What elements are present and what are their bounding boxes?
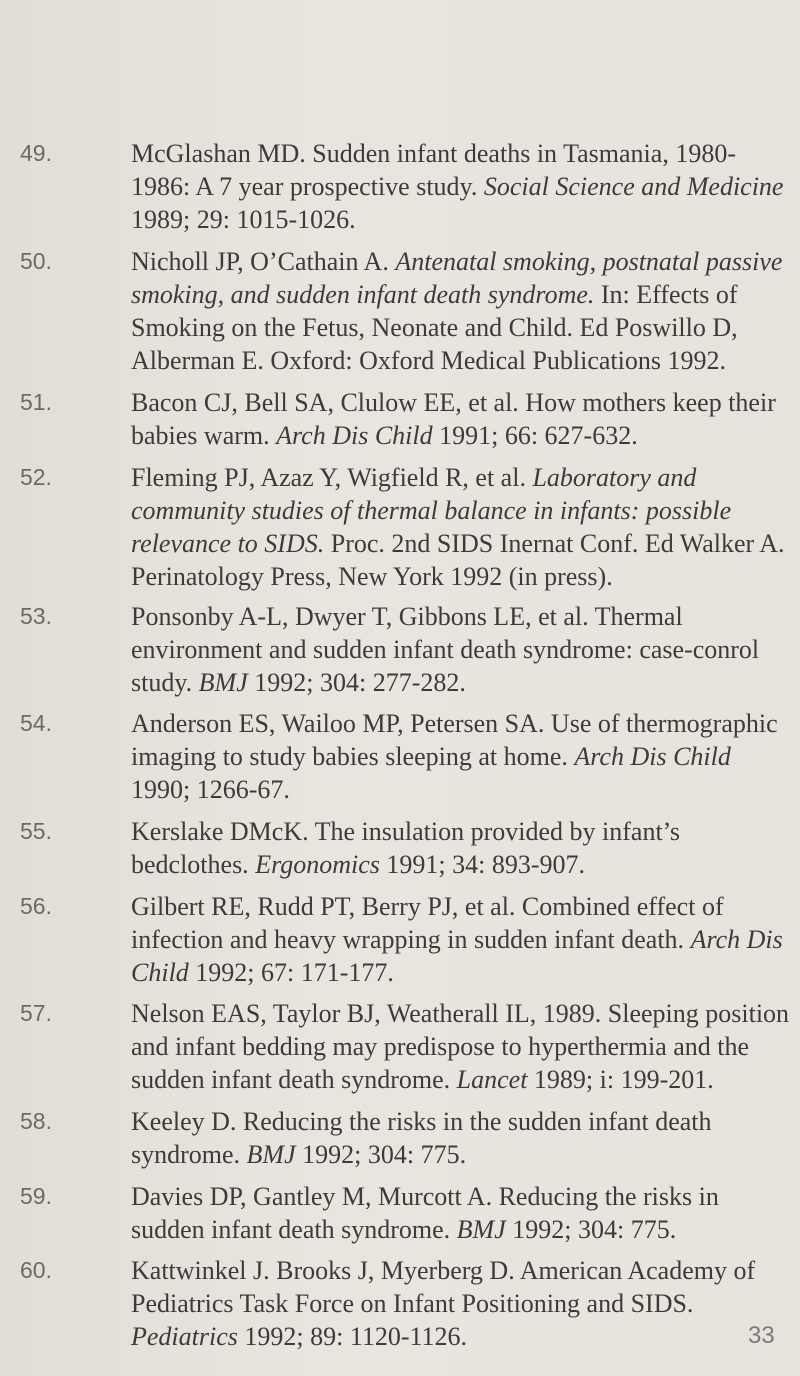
reference-citation: Kerslake DMcK. The insulation provided by infant’s bedclothes. Ergonomics 1991; 34: 893-907.: [131, 817, 681, 879]
reference-number: 59.: [20, 1183, 52, 1209]
reference-number: 60.: [20, 1257, 52, 1283]
reference-citation: Ponsonby A-L, Dwyer T, Gibbons LE, et al. Thermal environment and sudden infant death syndrome: case-conrol study. BMJ 1992; 304: 277-282.: [131, 602, 760, 697]
reference-citation: Nicholl JP, O’Cathain A. Antenatal smoking, postnatal passive smoking, and sudden infant death syndrome. In: Effects of Smoking on the Fetus, Neonate and Child. Ed Poswillo D, Alberman E. Oxford: Oxford Medical Publications 1992.: [131, 247, 783, 375]
reference-number: 56.: [20, 893, 52, 919]
reference-number: 52.: [20, 464, 52, 490]
reference-number: 49.: [20, 140, 52, 166]
reference-citation: Keeley D. Reducing the risks in the sudden infant death syndrome. BMJ 1992; 304: 775.: [131, 1107, 712, 1169]
reference-citation: McGlashan MD. Sudden infant deaths in Tasmania, 1980-1986: A 7 year prospective study. Social Science and Medicine 1989; 29: 1015-1026.: [131, 139, 784, 234]
reference-number: 50.: [20, 248, 52, 274]
reference-number: 57.: [20, 1000, 52, 1026]
reference-citation: Bacon CJ, Bell SA, Clulow EE, et al. How mothers keep their babies warm. Arch Dis Child 1991; 66: 627-632.: [131, 388, 776, 450]
reference-citation: Kattwinkel J. Brooks J, Myerberg D. American Academy of Pediatrics Task Force on Infant Positioning and SIDS. Pediatrics 1992; 89: 1120-1126.: [131, 1256, 756, 1351]
page-number: 33: [748, 1322, 775, 1349]
reference-number: 55.: [20, 818, 52, 844]
reference-citation: Anderson ES, Wailoo MP, Petersen SA. Use of thermographic imaging to study babies sleeping at home. Arch Dis Child 1990; 1266-67.: [131, 709, 778, 804]
reference-citation: Davies DP, Gantley M, Murcott A. Reducing the risks in sudden infant death syndrome. BMJ 1992; 304: 775.: [131, 1182, 719, 1244]
reference-citation: Fleming PJ, Azaz Y, Wigfield R, et al. Laboratory and community studies of thermal balance in infants: possible relevance to SIDS. Proc. 2nd SIDS Inernat Conf. Ed Walker A. Perinatology Press, New York 1992 (in press).: [131, 463, 785, 591]
reference-number: 53.: [20, 603, 52, 629]
reference-number: 54.: [20, 710, 52, 736]
reference-citation: Nelson EAS, Taylor BJ, Weatherall IL, 1989. Sleeping position and infant bedding may predispose to hyperthermia and the sudden infant death syndrome. Lancet 1989; i: 199-201.: [131, 999, 790, 1094]
reference-citation: Gilbert RE, Rudd PT, Berry PJ, et al. Combined effect of infection and heavy wrapping in sudden infant death. Arch Dis Child 1992; 67: 171-177.: [131, 892, 783, 987]
reference-number: 58.: [20, 1108, 52, 1134]
reference-number: 51.: [20, 389, 52, 415]
